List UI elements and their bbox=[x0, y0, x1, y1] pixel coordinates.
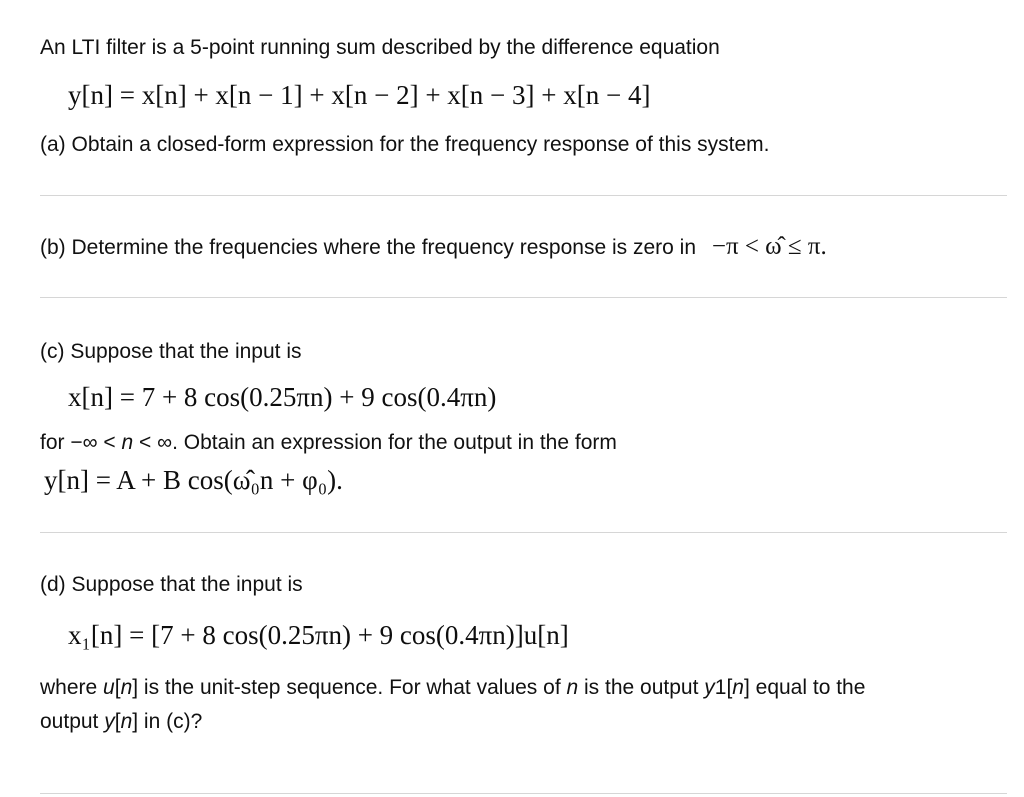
q1-d: is the output bbox=[578, 676, 705, 699]
q1-c: ] is the unit-step sequence. For what values of bbox=[132, 676, 567, 699]
q1-n2: n bbox=[566, 676, 579, 699]
part-c-intro: (c) Suppose that the input is bbox=[40, 340, 302, 363]
divider-2 bbox=[40, 297, 1007, 298]
difference-equation: y[n] = x[n] + x[n − 1] + x[n − 2] + x[n − 3] + x[n − 4] bbox=[68, 80, 651, 110]
part-b-text: (b) Determine the frequencies where the frequency response is zero in bbox=[40, 236, 697, 259]
q1-y1: y bbox=[704, 676, 715, 699]
q1-b: [ bbox=[114, 676, 121, 699]
part-c-output-form: y[n] = A + B cos(ω̂₀n + φ₀). bbox=[44, 465, 343, 495]
range-var: n bbox=[121, 431, 134, 454]
part-c-range-text bbox=[40, 430, 617, 456]
part-b-range: −π < ω̂ ≤ π. bbox=[711, 233, 827, 260]
q2-y: y bbox=[104, 710, 115, 733]
q2-c: ] in (c)? bbox=[132, 710, 203, 733]
q2-a: output bbox=[40, 710, 105, 733]
q2-n: n bbox=[120, 710, 133, 733]
divider-4 bbox=[40, 793, 1007, 794]
divider-1 bbox=[40, 195, 1007, 196]
q2-b: [ bbox=[114, 710, 121, 733]
divider-3 bbox=[40, 532, 1007, 533]
q1-a: where bbox=[40, 676, 104, 699]
intro-text: An LTI filter is a 5-point running sum described by the difference equation bbox=[40, 36, 720, 59]
part-a-text: (a) Obtain a closed-form expression for the frequency response of this system. bbox=[40, 133, 770, 156]
q1-f: ] equal to the bbox=[743, 676, 866, 699]
part-d-input-equation: x₁[n] = [7 + 8 cos(0.25πn) + 9 cos(0.4πn)]u[n] bbox=[68, 620, 569, 650]
part-c-input-equation: x[n] = 7 + 8 cos(0.25πn) + 9 cos(0.4πn) bbox=[68, 382, 497, 412]
q1-e: 1[ bbox=[714, 676, 733, 699]
q1-u: u bbox=[103, 676, 115, 699]
q1-n1: n bbox=[120, 676, 133, 699]
range-suffix: < ∞. Obtain an expression for the output in the form bbox=[133, 431, 617, 454]
part-b bbox=[40, 234, 827, 261]
q1-n3: n bbox=[732, 676, 744, 699]
part-d-intro: (d) Suppose that the input is bbox=[40, 573, 303, 596]
part-d-question-line1 bbox=[40, 675, 865, 701]
part-d-question-line2 bbox=[40, 709, 202, 735]
range-prefix: for −∞ < bbox=[40, 431, 122, 454]
